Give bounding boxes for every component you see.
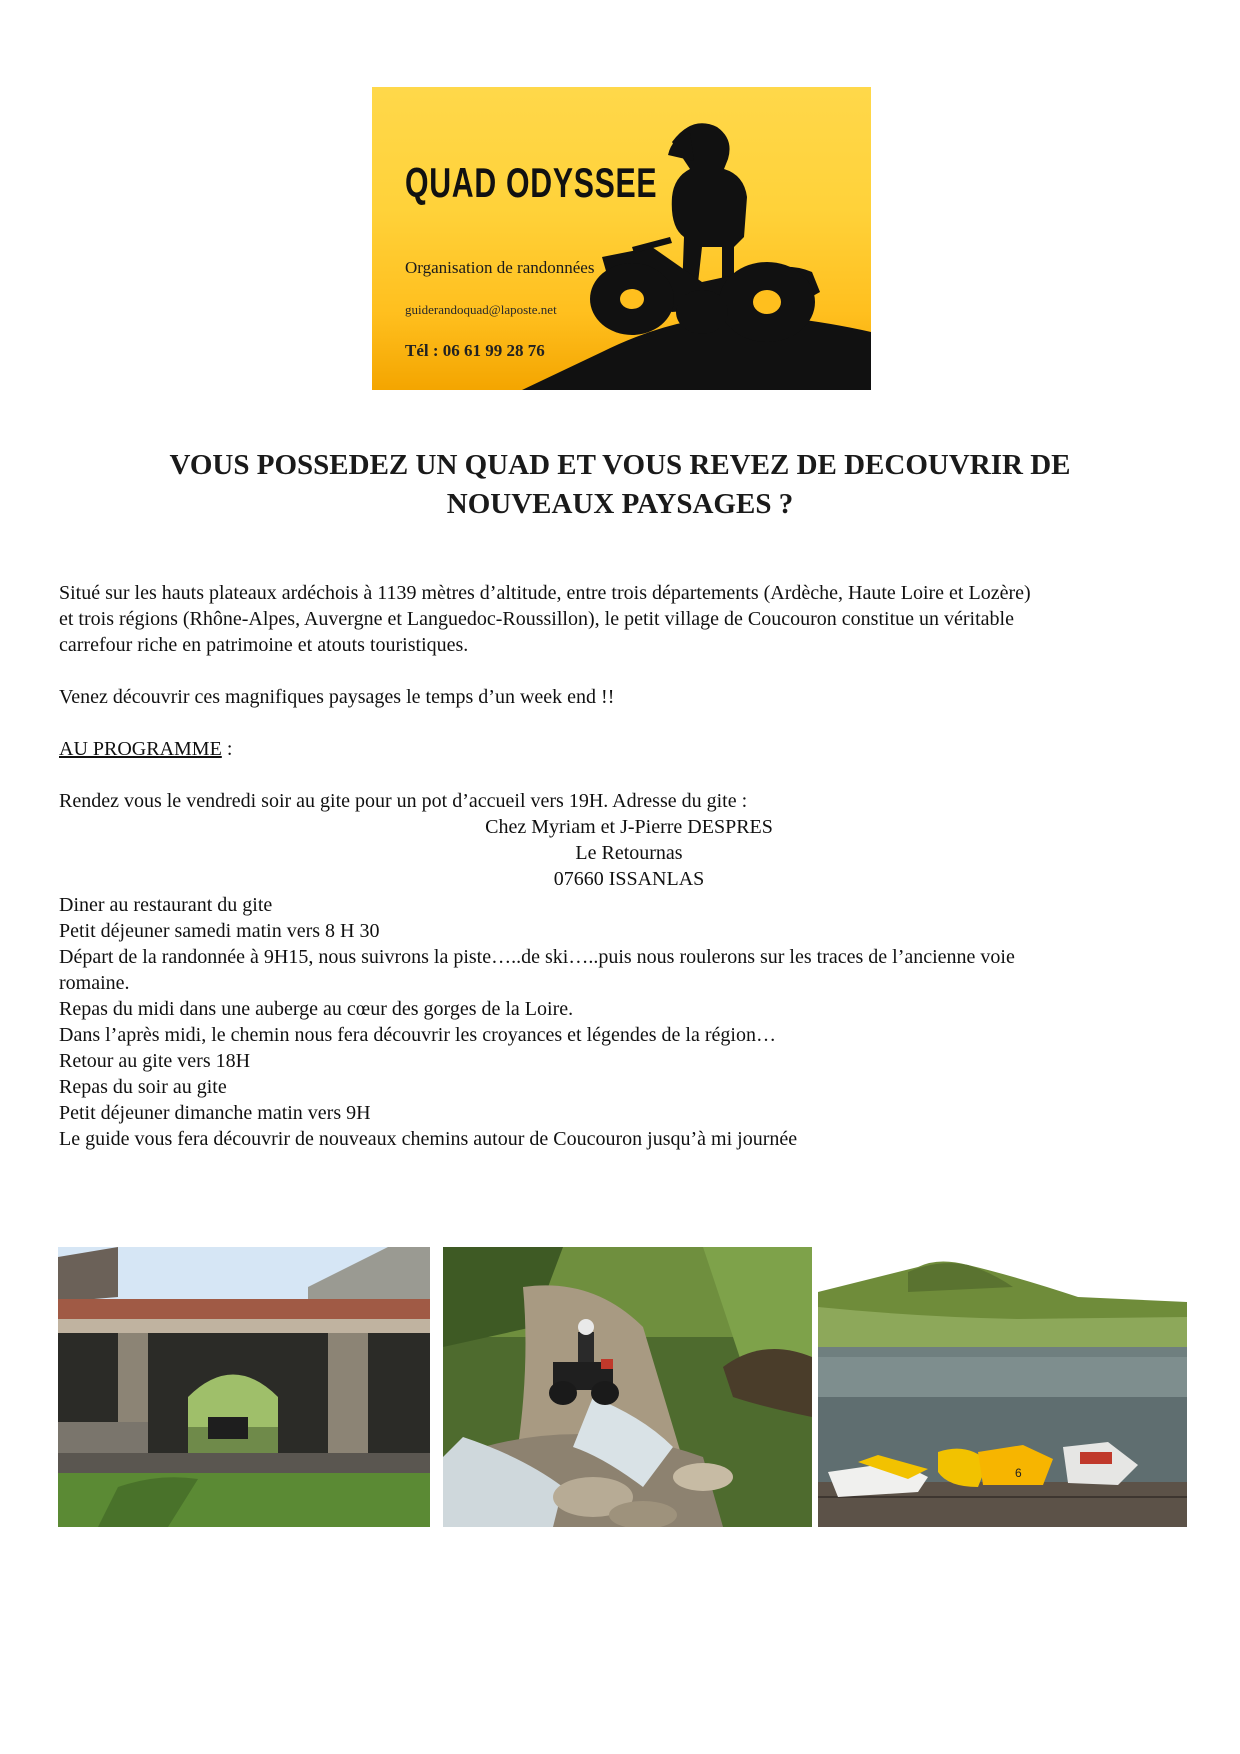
logo-brand-name: QUAD ODYSSEE bbox=[405, 159, 658, 206]
headline-line-2: NOUVEAUX PAYSAGES ? bbox=[446, 488, 794, 520]
program-item: Dans l’après midi, le chemin nous fera découvrir les croyances et légendes de la région… bbox=[59, 1024, 776, 1046]
program-item: Diner au restaurant du gite bbox=[59, 894, 273, 916]
logo-email: guiderandoquad@laposte.net bbox=[405, 302, 557, 317]
program-heading bbox=[59, 736, 1199, 762]
program-item: Petit déjeuner samedi matin vers 8 H 30 bbox=[59, 920, 380, 942]
address-line-2: Le Retournas bbox=[575, 842, 683, 864]
document-body bbox=[59, 580, 1199, 1152]
program-item: Départ de la randonnée à 9H15, nous suivrons la piste…..de ski…..puis nous roulerons sur les traces de l’ancienne voie bbox=[59, 946, 1015, 968]
logo-phone: Tél : 06 61 99 28 76 bbox=[405, 341, 545, 360]
program-heading-label: AU PROGRAMME bbox=[59, 738, 222, 760]
logo-subtitle: Organisation de randonnées bbox=[405, 258, 595, 277]
program-meet: Rendez vous le vendredi soir au gite pour un pot d’accueil vers 19H. Adresse du gite : bbox=[59, 790, 748, 812]
photo-gite-barn bbox=[58, 1247, 430, 1527]
program-heading-suffix: : bbox=[221, 738, 233, 760]
program-item: Repas du soir au gite bbox=[59, 1076, 227, 1098]
program-item: romaine. bbox=[59, 972, 130, 994]
page-headline bbox=[60, 446, 1180, 524]
address-line-3: 07660 ISSANLAS bbox=[553, 868, 705, 890]
boat-number: 6 bbox=[1015, 1466, 1022, 1480]
quad-odyssee-logo bbox=[372, 87, 871, 390]
address-line-1: Chez Myriam et J-Pierre DESPRES bbox=[485, 816, 773, 838]
program-item: Retour au gite vers 18H bbox=[59, 1050, 251, 1072]
invite-text: Venez découvrir ces magnifiques paysages le temps d’un week end !! bbox=[59, 686, 615, 708]
headline-line-1: VOUS POSSEDEZ UN QUAD ET VOUS REVEZ DE DECOUVRIR DE bbox=[169, 449, 1071, 481]
intro-line-3: carrefour riche en patrimoine et atouts touristiques. bbox=[59, 634, 469, 656]
program-item: Petit déjeuner dimanche matin vers 9H bbox=[59, 1102, 371, 1124]
photo-quad-stream bbox=[443, 1247, 812, 1527]
intro-line-1: Situé sur les hauts plateaux ardéchois à 1139 mètres d’altitude, entre trois départements (Ardèche, Haute Loire et Lozère) bbox=[59, 582, 1031, 604]
program-item: Repas du midi dans une auberge au cœur des gorges de la Loire. bbox=[59, 998, 574, 1020]
intro-line-2: et trois régions (Rhône-Alpes, Auvergne et Languedoc-Roussillon), le petit village de Coucouron constitue un véritable bbox=[59, 608, 1014, 630]
photo-lake-pedalos bbox=[818, 1247, 1187, 1527]
program-item: Le guide vous fera découvrir de nouveaux chemins autour de Coucouron jusqu’à mi journée bbox=[59, 1128, 798, 1150]
